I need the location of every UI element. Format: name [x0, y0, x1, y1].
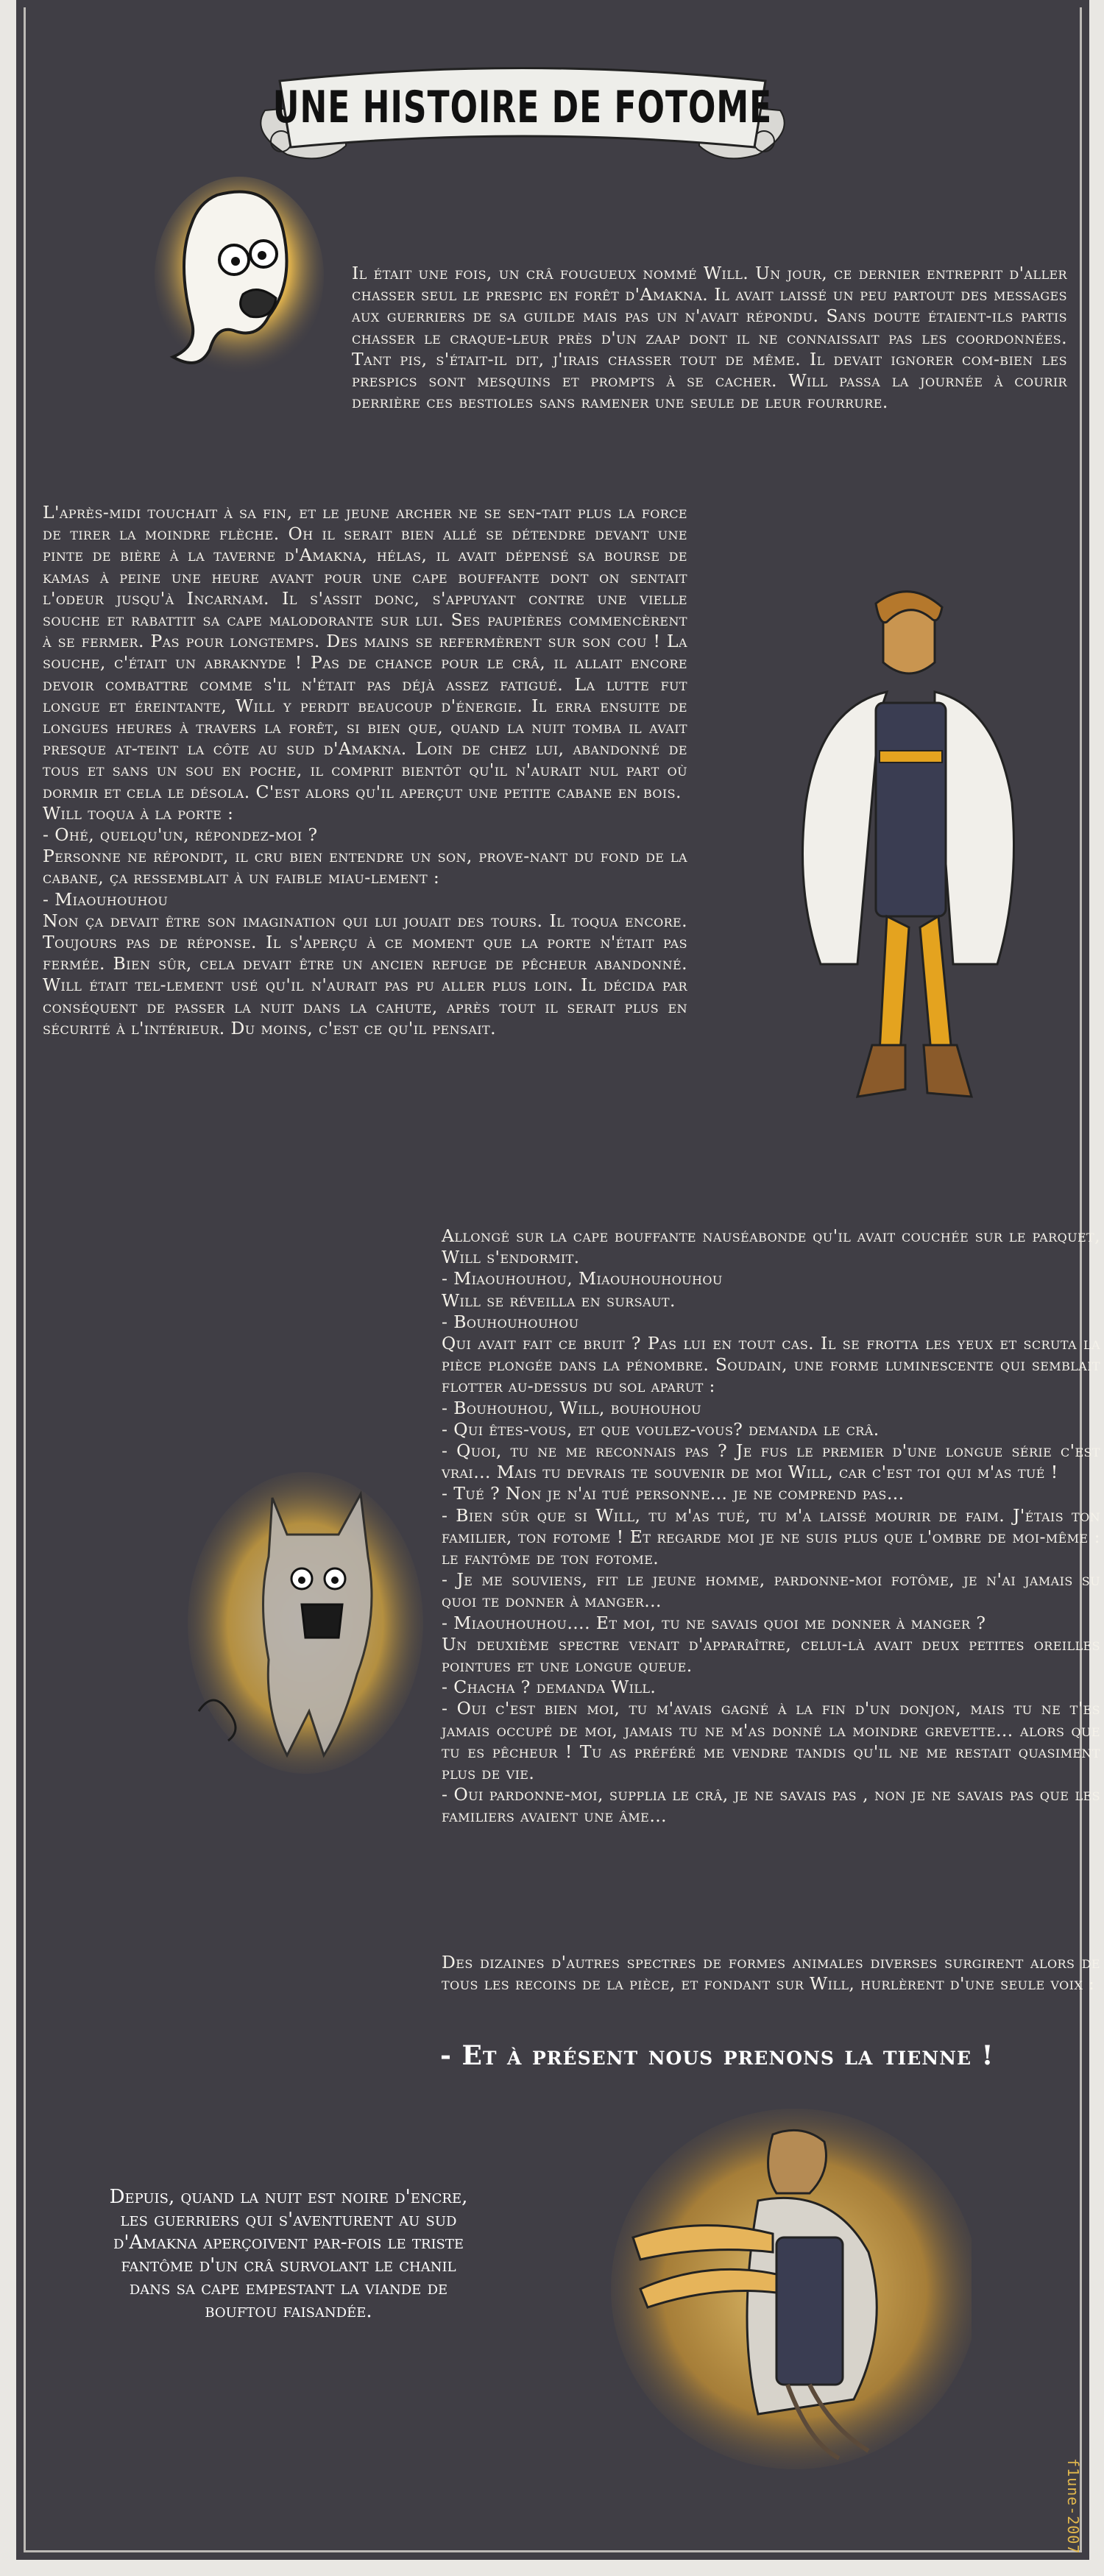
ghost-chacha-illustration — [184, 1468, 427, 1777]
story-paragraph-intro: Il était une fois, un crâ fougueux nommé Will. Un jour, ce dernier entreprit d'aller chasser seul le prespic en forêt d'Amakna. Il avait laissé un peu partout des messages aux guerriers de sa guilde mais pas un n'avait répondu. Sans doute étaient-ils partis chasser le craque-leur près d'un zaap dont il ne connaissait pas les coordonnées. Tant pis, s'était-il dit, j'irais chasser tout de même. Il devait ignorer com-bien les prespics sont mesquins et prompts à se cacher. Will passa la journée à courir derrière ces bestioles sans ramener une seule de leur fourrure. — [352, 263, 1067, 413]
story-ending: Depuis, quand la nuit est noire d'encre, les guerriers qui s'aventurent au sud d'Amakna aperçoivent par-fois le triste fantôme d'un crâ survolant le chanil dans sa cape empestant la viande de bouftou faisandée. — [109, 2186, 468, 2322]
will-ghost-illustration — [589, 2105, 972, 2473]
page-title: UNE HISTOIRE DE FOTOME — [272, 82, 773, 133]
ghost-fotome-illustration — [147, 173, 324, 386]
story-paragraph-afternoon: L'après-midi touchait à sa fin, et le jeune archer ne se sen-tait plus la force de tirer la moindre flèche. Oh il serait bien allé se détendre devant une pinte de bière à la taverne d'Amakna, hélas, il avait dépensé sa bourse de kamas à peine une heure avant pour une cape bouffante dont on sentait l'odeur jusqu'à Incarnam. Il s'assit donc, s'appuyant contre une vielle souche et rabattit sa cape malodorante sur lui. Ses paupières commencèrent à se fermer. Pas pour longtemps. Des mains se refermèrent sur son cou ! La souche, c'était un abraknyde ! Pas de chance pour le crâ, il allait encore devoir combattre comme s'il n'était pas déjà assez fatigué. La lutte fut longue et éreintante, Will y perdit beaucoup d'énergie. Il erra ensuite de longues heures à travers la forêt, si bien que, quand la nuit tomba il avait presque at-teint la côte au sud d'Amakna. Loin de chez lui, abandonné de tous et sans un sou en poche, il comprit bientôt qu'il n'aurait nul part où dormir et cela le désola. C'est alors qu'il aperçut une petite cabane en bois. Will toqua à la porte : - Ohé, quelqu'un, répondez-moi ? Personne ne répondit, il cru bien entendre un son, prove-nant du fond de la cabane, ça ressemblait à un faible miau-lement : - Miaouhouhou Non ça devait être son imagination qui lui jouait des tours. Il toqua encore. Toujours pas de réponse. Il s'aperçu à ce moment que la porte n'était pas fermée. Bien sûr, cela devait être un ancien refuge de pêcheur abandonné. Will était tel-lement usé qu'il n'aurait pas pu aller plus loin. Il décida par conséquent de passer la nuit dans la cahute, après tout il serait plus en sécurité à l'intérieur. Du moins, c'est ce qu'il pensait. — [43, 502, 687, 1038]
story-paragraph-spectres: Des dizaines d'autres spectres de formes animales diverses surgirent alors de tous les recoins de la pièce, et fondant sur Will, hurlèrent d'une seule voix : — [442, 1952, 1100, 1995]
story-paragraph-ghosts: Allongé sur la cape bouffante nauséabonde qu'il avait couchée sur le parquet, Will s'endormit. - Miaouhouhou, Miaouhouhouhou Will se réveilla en sursaut. - Bouhouhouhou Qui avait fait ce bruit ? Pas lui en tout cas. Il se frotta les yeux et scruta la pièce plongée dans la pénombre. Soudain, une forme luminescente qui semblait flotter au-dessus du sol aparut : - Bouhouhou, Will, bouhouhou - Qui êtes-vous, et que voulez-vous? demanda le crâ. - Quoi, tu ne me reconnais pas ? Je fus le premier d'une longue série c'est vrai… Mais tu devrais te souvenir de moi Will, car c'est toi qui m'as tué ! - Tué ? Non je n'ai tué personne… je ne comprend pas… - Bien sûr que si Will, tu m'as tué, tu m'a laissé mourir de faim. J'étais ton familier, ton fotome ! Et regarde moi je ne suis plus que l'ombre de moi-même : le fantôme de ton fotome. - Je me souviens, fit le jeune homme, pardonne-moi fotôme, je n'ai jamais su quoi te donner à manger… - Miaouhouhou…. Et moi, tu ne savais quoi me donner à manger ? Un deuxième spectre venait d'apparaître, celui-là avait deux petites oreilles pointues et une longue queue. - Chacha ? demanda Will. - Oui c'est bien moi, tu m'avais gagné à la fin d'un donjon, mais tu ne t'es jamais occupé de moi, jamais tu ne m'as donné la moindre grevette… alors que tu es pêcheur ! Tu as préféré me vendre tandis qu'il ne me restait quasiment plus de vie. - Oui pardonne-moi, supplia le crâ, je ne savais pas , non je ne savais pas que les familiers avaient une âme… — [442, 1225, 1100, 1827]
story-shout: - Et à présent nous prenons la tienne ! — [440, 2040, 994, 2071]
will-cra-illustration — [776, 581, 1041, 1119]
artist-signature: f1une-2007 — [1064, 2458, 1082, 2555]
